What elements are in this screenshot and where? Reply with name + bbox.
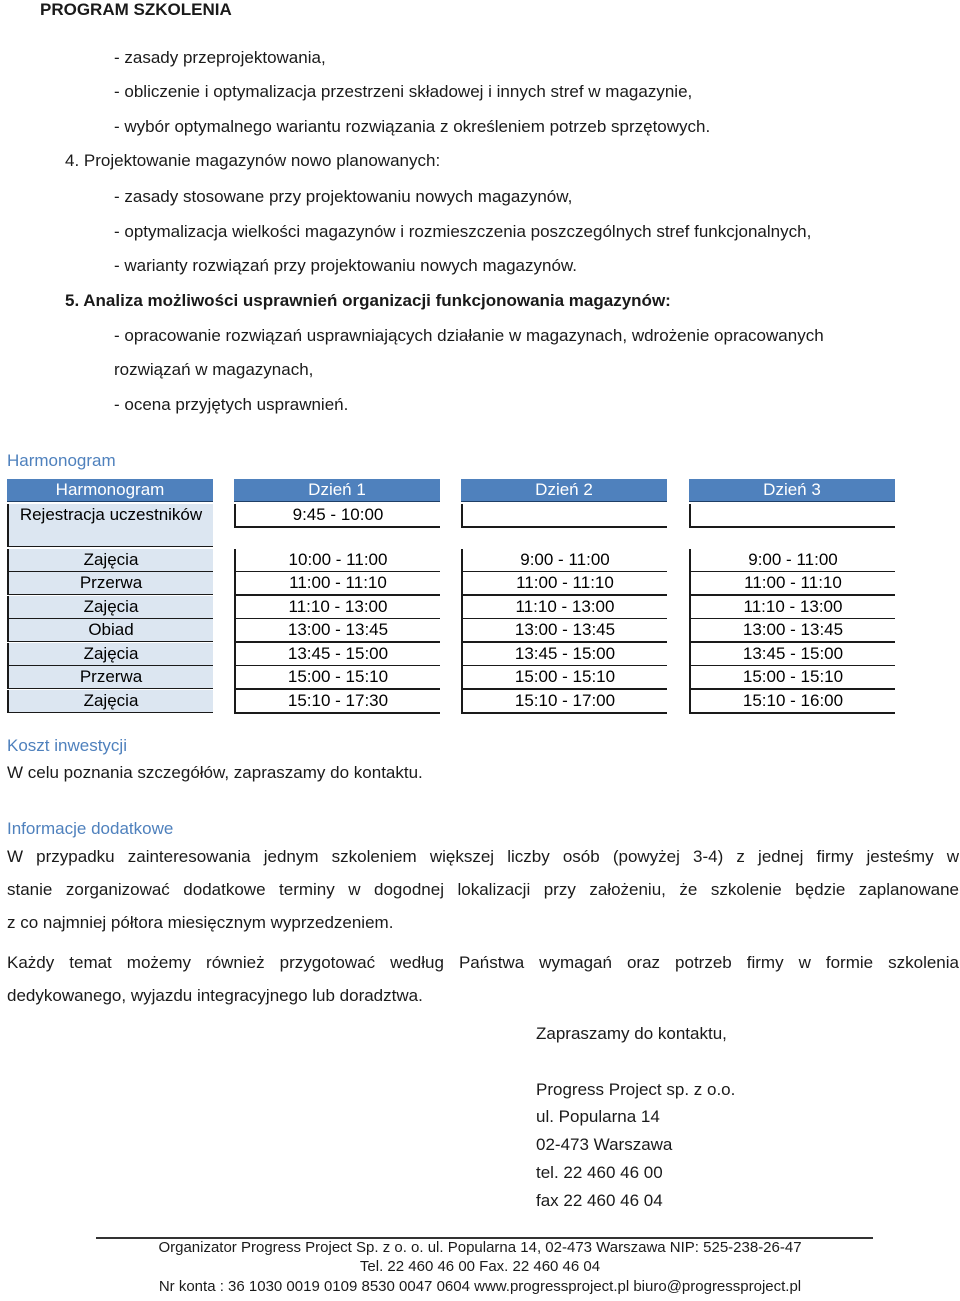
table-row-label: Zajęcia bbox=[7, 690, 213, 713]
table-cell: 11:10 - 13:00 bbox=[461, 596, 667, 620]
table-row-label: Przerwa bbox=[7, 666, 213, 689]
info-paragraph-line: dedykowanego, wyjazdu integracyjnego lub doradztwa. bbox=[7, 986, 423, 1005]
table-header: Dzień 1 bbox=[234, 479, 440, 502]
table-cell: 13:45 - 15:00 bbox=[689, 643, 895, 667]
contact-city: 02-473 Warszawa bbox=[536, 1135, 673, 1154]
table-row-label: Przerwa bbox=[7, 572, 213, 595]
document-title: PROGRAM SZKOLENIA bbox=[40, 0, 232, 19]
contact-street: ul. Popularna 14 bbox=[536, 1107, 660, 1126]
info-paragraph-line: Każdy temat możemy również przygotować według Państwa wymagań oraz potrzeb firmy w formie szkolenia bbox=[7, 953, 959, 972]
list-item: - ocena przyjętych usprawnień. bbox=[114, 395, 349, 414]
footer-line-1: Organizator Progress Project Sp. z o. o. ul. Popularna 14, 02-473 Warszawa NIP: 525-238-26-47 bbox=[158, 1239, 802, 1256]
table-cell: 15:10 - 16:00 bbox=[689, 690, 895, 714]
footer-line-2: Tel. 22 460 46 00 Fax. 22 460 46 04 bbox=[359, 1258, 601, 1275]
footer-line-3: Nr konta : 36 1030 0019 0109 8530 0047 0604 www.progressproject.pl biuro@progressproject.pl bbox=[158, 1278, 802, 1295]
list-item: - zasady przeprojektowania, bbox=[114, 48, 326, 67]
table-cell: 11:00 - 11:10 bbox=[234, 572, 440, 596]
info-paragraph-line: W przypadku zainteresowania jednym szkoleniem większej liczby osób (powyżej 3-4) z jednej firmy jesteśmy w bbox=[7, 847, 959, 866]
table-header: Dzień 2 bbox=[461, 479, 667, 502]
table-cell: 15:10 - 17:30 bbox=[234, 690, 440, 714]
table-cell: 9:00 - 11:00 bbox=[689, 549, 895, 573]
koszt-text: W celu poznania szczegółów, zapraszamy do kontaktu. bbox=[7, 763, 423, 782]
info-paragraph-line: z co najmniej półtora miesięcznym wyprzedzeniem. bbox=[7, 913, 394, 932]
list-item: rozwiązań w magazynach, bbox=[114, 360, 314, 379]
table-cell: 11:10 - 13:00 bbox=[234, 596, 440, 620]
table-header: Harmonogram bbox=[7, 479, 213, 502]
list-item: - optymalizacja wielkości magazynów i rozmieszczenia poszczególnych stref funkcjonalnych, bbox=[114, 222, 812, 241]
table-row-label: Obiad bbox=[7, 619, 213, 642]
table-cell: 13:45 - 15:00 bbox=[234, 643, 440, 667]
table-cell: 13:00 - 13:45 bbox=[689, 619, 895, 643]
table-cell: 9:45 - 10:00 bbox=[234, 504, 440, 528]
list-item: - zasady stosowane przy projektowaniu nowych magazynów, bbox=[114, 187, 573, 206]
section-5-heading: 5. Analiza możliwości usprawnień organizacji funkcjonowania magazynów: bbox=[65, 291, 671, 310]
contact-company: Progress Project sp. z o.o. bbox=[536, 1080, 736, 1099]
table-cell: 9:00 - 11:00 bbox=[461, 549, 667, 573]
table-cell: 11:00 - 11:10 bbox=[461, 572, 667, 596]
table-row-label: Rejestracja uczestników bbox=[7, 504, 213, 547]
list-item: - warianty rozwiązań przy projektowaniu nowych magazynów. bbox=[114, 256, 577, 275]
table-header: Dzień 3 bbox=[689, 479, 895, 502]
contact-invite: Zapraszamy do kontaktu, bbox=[536, 1024, 727, 1043]
table-cell: 13:00 - 13:45 bbox=[461, 619, 667, 643]
table-cell: 13:00 - 13:45 bbox=[234, 619, 440, 643]
table-cell: 15:00 - 15:10 bbox=[689, 666, 895, 690]
harmonogram-section-title: Harmonogram bbox=[7, 451, 116, 470]
table-row-label: Zajęcia bbox=[7, 596, 213, 619]
table-cell: 11:10 - 13:00 bbox=[689, 596, 895, 620]
list-item: - opracowanie rozwiązań usprawniających działanie w magazynach, wdrożenie opracowanych bbox=[114, 326, 824, 345]
table-cell: 10:00 - 11:00 bbox=[234, 549, 440, 573]
table-cell: 15:00 - 15:10 bbox=[234, 666, 440, 690]
table-cell: 13:45 - 15:00 bbox=[461, 643, 667, 667]
section-4-heading: 4. Projektowanie magazynów nowo planowanych: bbox=[65, 151, 441, 170]
table-cell bbox=[689, 504, 895, 528]
table-cell: 15:00 - 15:10 bbox=[461, 666, 667, 690]
info-section-title: Informacje dodatkowe bbox=[7, 819, 174, 838]
list-item: - wybór optymalnego wariantu rozwiązania z określeniem potrzeb sprzętowych. bbox=[114, 117, 711, 136]
table-cell: 15:10 - 17:00 bbox=[461, 690, 667, 714]
contact-fax: fax 22 460 46 04 bbox=[536, 1191, 663, 1210]
info-paragraph-line: stanie zorganizować dodatkowe terminy w dogodnej lokalizacji przy założeniu, że szkolenie będzie zaplanowane bbox=[7, 880, 959, 899]
table-row-label: Zajęcia bbox=[7, 643, 213, 666]
contact-tel: tel. 22 460 46 00 bbox=[536, 1163, 663, 1182]
koszt-section-title: Koszt inwestycji bbox=[7, 736, 127, 755]
list-item: - obliczenie i optymalizacja przestrzeni składowej i innych stref w magazynie, bbox=[114, 82, 693, 101]
table-cell: 11:00 - 11:10 bbox=[689, 572, 895, 596]
table-cell bbox=[461, 504, 667, 528]
table-row-label: Zajęcia bbox=[7, 549, 213, 572]
